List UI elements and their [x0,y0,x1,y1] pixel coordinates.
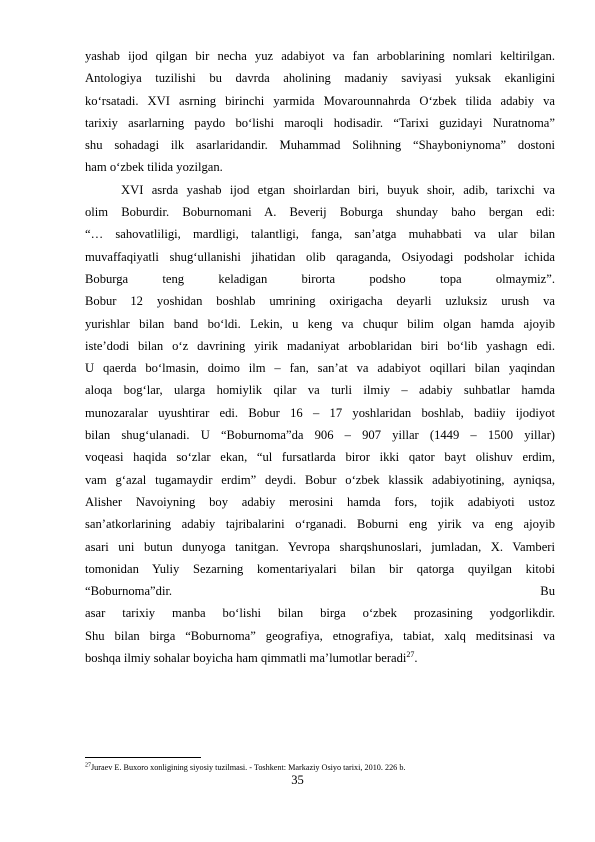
text-line: asari uni butun dunyoga tanitgan. Yevropa sharqshunoslari, jumladan, X. Vamberi [85,539,555,554]
text-line: aloqa bog‘lar, ularga homiylik qilar va turli ilmiy – adabiy suhbatlar hamda [85,383,555,398]
text-line: asar tarixiy manba bo‘lishi bilan birga o‘zbek prozasining yodgorlikdir. [85,606,555,621]
footnote-divider [85,757,201,758]
text-line-with-trailing [85,580,555,602]
text-line: bilan shug‘ulanadi. U “Boburnoma”da 906 – 907 yillar (1449 – 1500 yillar) [85,428,555,443]
text-line: “… sahovatliligi, mardligi, talantligi, fanga, san’atga muhabbati va ular bilan [85,227,555,242]
text-line: Boburga teng keladigan birorta podsho topa olmaymiz”. [85,271,555,286]
text-line: Alisher Navoiyning boy adabiy merosini hamda fors, tojik adabiyoti ustoz [85,494,555,509]
text-line: muvaffaqiyatli shug‘ullanishi jihatidan olib qaraganda, Osiyodagi podsholar ichida [85,249,555,264]
text-line: shu sohadagi ilk asarlaridandir. Muhammad Solihning “Shayboniynoma” dostoni [85,138,555,153]
text-line: tomonidan Yuliy Sezarning komentariyalari bilan bir qatorga quyilgan kitobi [85,561,555,576]
text-line: munozaralar uyushtirar edi. Bobur 16 – 17 yoshlaridan boshlab, badiiy ijodiyot [85,405,555,420]
body-text [85,45,555,669]
text-line: tarixiy asarlarning paydo bo‘lishi maroqli hodisadir. “Tarixi guzidayi Nuratnoma” [85,115,555,130]
text-segment: “Boburnoma”dir. [85,584,173,599]
footnote-marker: 27 [85,762,91,769]
page-number: 35 [291,773,304,787]
text-line: yashab ijod qilgan bir necha yuz adabiyot va fan arboblarining nomlari keltirilgan. [85,49,555,63]
footnote-reference: 27 [406,649,415,659]
text-line: Bobur 12 yoshidan boshlab umrining oxirigacha deyarli uzluksiz urush va [85,294,555,309]
text-line: yurishlar bilan band bo‘ldi. Lekin, u keng va chuqur bilim olgan hamda ajoyib [85,316,555,331]
paragraph-first-line: XVI asrda yashab ijod etgan shoirlardan biri, buyuk shoir, adib, tarixchi va [121,182,555,197]
text-segment: boshqa ilmiy sohalar boyicha ham qimmatli ma’lumotlar beradi [85,651,407,666]
text-line: voqeasi haqida so‘zlar ekan, “ul fursatlarda biror ikki qator bayt olishuv erdim, [85,450,555,465]
footnote-text: Juraev E. Buxoro xonligining siyosiy tuzilmasi. - Toshkent: Markaziy Osiyo tarixi, 2010. 226 b. [91,763,406,772]
text-line: Antologiya tuzilishi bu davrda aholining madaniy saviyasi yuksak ekanligini [85,71,555,86]
text-segment: Bu [540,584,555,599]
text-line: ham o‘zbek tilida yozilgan. [85,160,223,175]
text-line: vam g‘azal tugamaydir erdim” deydi. Bobur o‘zbek klassik adabiyotining, ayniqsa, [85,472,555,487]
text-line: U qaerda bo‘lmasin, doimo ilm – fan, san’at va adabiyot oqillari bilan yaqindan [85,361,555,376]
text-line: olim Boburdir. Boburnomani A. Beverij Boburga shunday baho bergan edi: [85,205,555,220]
text-line: san’atkorlarining adabiy tajribalarini o‘rganadi. Boburni eng yirik va eng ajoyib [85,517,555,532]
text-line: Shu bilan birga “Boburnoma” geografiya, etnografiya, tabiat, xalq meditsinasi va [85,628,555,643]
text-line-with-footnote-ref: boshqa ilmiy sohalar boyicha ham qimmatli ma’lumotlar beradi$^{27}$. [85,649,418,666]
text-line: iste’dodi bilan o‘z davrining yirik madaniyat arboblaridan biri bo‘lib yashagn edi. [85,338,555,353]
text-line: ko‘rsatadi. XVI asrning birinchi yarmida Movarounnahrda O‘zbek tilida adabiy va [85,93,555,108]
footnote [85,762,555,773]
